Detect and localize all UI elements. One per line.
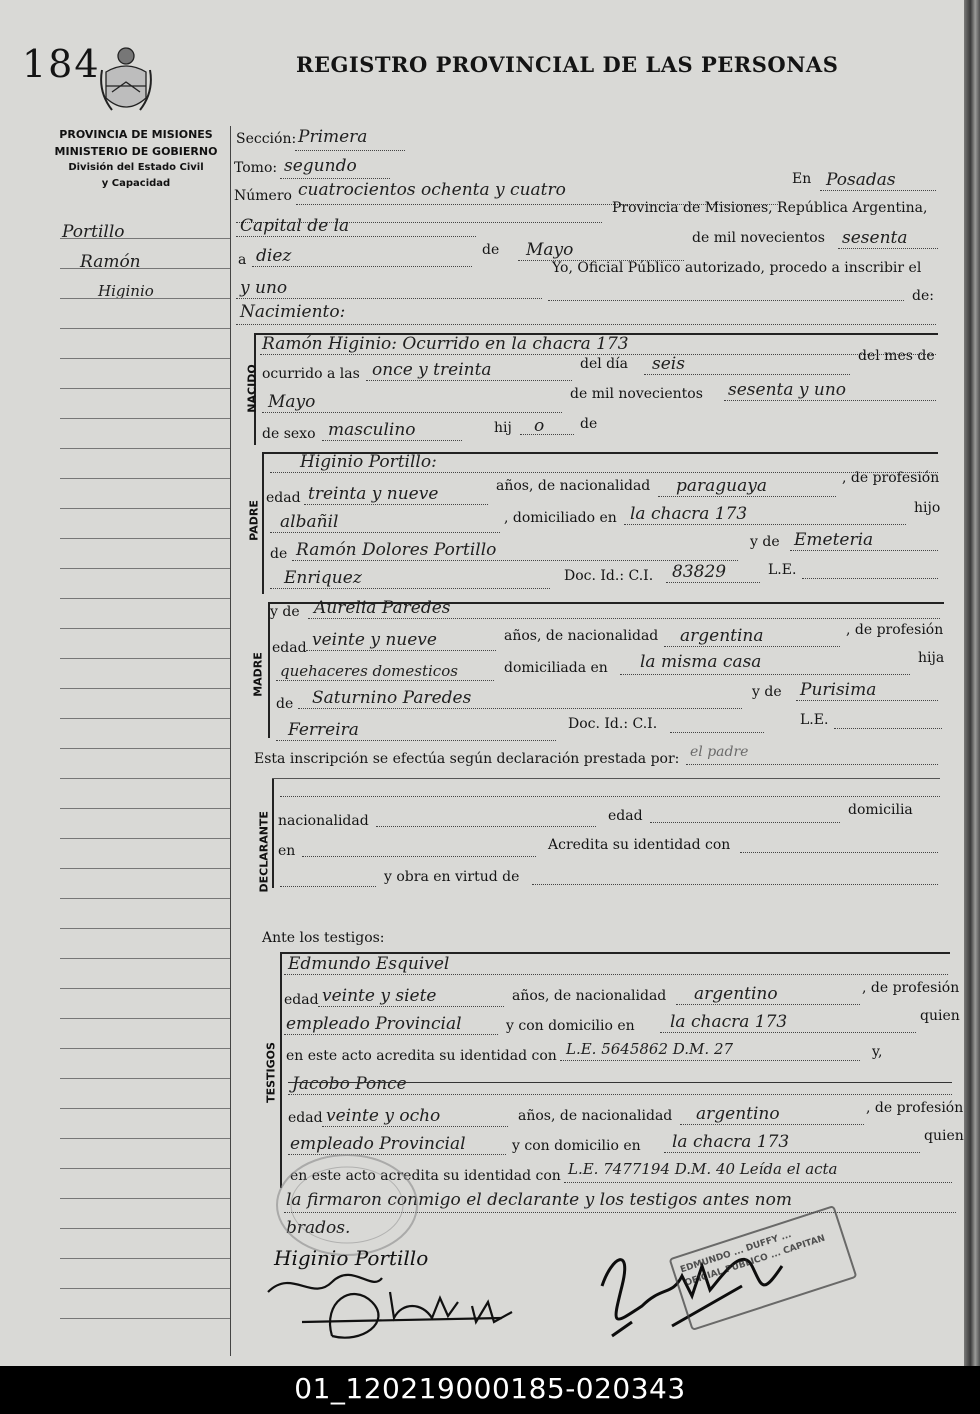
testigo1-y: y, <box>872 1044 883 1060</box>
numero-label: Número <box>234 188 292 204</box>
testigo1-acredita-label: en este acto acredita su identidad con <box>286 1048 557 1064</box>
tomo-value: segundo <box>284 156 357 176</box>
sidebar-ruled-line <box>60 838 230 839</box>
declarante-en-label: en <box>278 843 296 859</box>
padre-edad-label: edad <box>266 490 301 506</box>
testigos-intro: Ante los testigos: <box>262 930 385 946</box>
testigo2-prof-label: , de profesión <box>866 1100 964 1116</box>
ministry-line1: PROVINCIA DE MISIONES <box>59 128 213 141</box>
testigo1-edad: veinte y siete <box>322 986 437 1006</box>
del-mes-label: del mes de <box>858 348 935 364</box>
madre-domicilio-label: domiciliada en <box>504 660 608 676</box>
sidebar-ruled-line <box>60 538 230 539</box>
testigo1-dom: la chacra 173 <box>670 1012 788 1032</box>
testigo2-dom: la chacra 173 <box>672 1132 790 1152</box>
madre-doc-label: Doc. Id.: C.I. <box>568 716 658 732</box>
sidebar-ruled-line <box>60 1258 230 1259</box>
padre-y-de-label: y de <box>750 534 780 550</box>
sidebar-ruled-line <box>60 1198 230 1199</box>
anio-value-2: y uno <box>240 278 288 298</box>
sidebar-ruled-line <box>60 1168 230 1169</box>
hij-label: hij <box>494 420 512 436</box>
testigo1-dom-label: y con domicilio en <box>506 1018 635 1034</box>
sidebar-ruled-line <box>60 598 230 599</box>
sidebar-ruled-line <box>60 868 230 869</box>
madre-name: Aurelia Paredes <box>314 598 451 618</box>
madre-nac-value: argentina <box>680 626 764 646</box>
sidebar-ruled-line <box>60 658 230 659</box>
mil-nacido-label: de mil novecientos <box>570 386 703 402</box>
page-edge <box>964 0 980 1366</box>
padre-doc-label: Doc. Id.: C.I. <box>564 568 654 584</box>
a-label: a <box>238 252 247 268</box>
closing-line-2: brados. <box>286 1218 351 1238</box>
madre-madre-value-2: Ferreira <box>288 720 359 740</box>
padre-padre-value: Ramón Dolores Portillo <box>296 540 497 560</box>
declaracion-value: el padre <box>690 744 749 760</box>
declarante-acredita-label: Acredita su identidad con <box>548 837 731 853</box>
sidebar-ruled-line <box>60 898 230 899</box>
page-number: 184 <box>22 42 101 86</box>
madre-edad-label: edad <box>272 640 307 656</box>
sidebar-ruled-line <box>60 1228 230 1229</box>
sidebar-ruled-line <box>60 688 230 689</box>
padre-prof-label: , de profesión <box>842 470 940 486</box>
yo-text: Yo, Oficial Público autorizado, procedo a inscribir el <box>552 260 922 276</box>
declarante-section-label: DECLARANTE <box>257 811 271 893</box>
padre-name: Higinio Portillo: <box>300 452 437 472</box>
nacido-section-label: NACIDO <box>245 364 259 413</box>
padre-edad-value: treinta y nueve <box>308 484 439 504</box>
sidebar-ruled-line <box>60 1138 230 1139</box>
numero-value: cuatrocientos ochenta y cuatro <box>298 180 566 200</box>
capital-value: Capital de la <box>240 216 350 236</box>
madre-edad-value: veinte y nueve <box>312 630 437 650</box>
hora-value: once y treinta <box>372 360 492 380</box>
sidebar-ruled-line <box>60 988 230 989</box>
en-label: En <box>792 171 812 187</box>
testigo2-prof: empleado Provincial <box>290 1134 466 1154</box>
padre-madre-value: Emeteria <box>794 530 874 550</box>
testigo1-prof-label: , de profesión <box>862 980 960 996</box>
margin-surname: Portillo <box>62 222 125 242</box>
sexo-label: de sexo <box>262 426 316 442</box>
ministry-line4: y Capacidad <box>101 178 171 189</box>
padre-le-label: L.E. <box>768 562 797 578</box>
madre-anios-label: años, de nacionalidad <box>504 628 659 644</box>
testigo2-dom-label: y con domicilio en <box>512 1138 641 1154</box>
seccion-value: Primera <box>298 127 368 147</box>
padre-nac-value: paraguaya <box>676 476 767 496</box>
testigo1-anios-label: años, de nacionalidad <box>512 988 667 1004</box>
madre-madre-value: Purisima <box>800 680 877 700</box>
footer-bar <box>0 1366 980 1414</box>
madre-padre-value: Saturnino Paredes <box>312 688 472 708</box>
provincia-text: Provincia de Misiones, República Argentina, <box>612 200 928 216</box>
anio-nacido-value: sesenta y uno <box>728 380 847 400</box>
sidebar-ruled-line <box>60 1288 230 1289</box>
sidebar-ruled-line <box>60 508 230 509</box>
seccion-label: Sección: <box>236 131 297 147</box>
sidebar-ruled-line <box>60 808 230 809</box>
anio-value: sesenta <box>842 228 908 248</box>
madre-y-de2-label: y de <box>752 684 782 700</box>
padre-prof-value: albañil <box>280 512 339 532</box>
sidebar-ruled-line <box>60 1048 230 1049</box>
declarante-edad-label: edad <box>608 808 643 824</box>
de-label-1: de <box>482 242 500 258</box>
testigos-section-label: TESTIGOS <box>264 1042 278 1103</box>
de-colon: de: <box>912 288 934 304</box>
testigo2-acredita-label: en este acto acredita su identidad con <box>290 1168 561 1184</box>
madre-hija-label: hija <box>918 650 945 666</box>
sidebar-ruled-line <box>60 1108 230 1109</box>
testigo1-nac: argentino <box>694 984 778 1004</box>
de-nacido-label: de <box>580 416 598 432</box>
acto-value: Nacimiento: <box>240 302 346 322</box>
testigo2-quien: quien <box>924 1128 964 1144</box>
margin-rule <box>230 126 231 1356</box>
mil-novecientos-label: de mil novecientos <box>692 230 825 246</box>
declaracion-text: Esta inscripción se efectúa según declaración prestada por: <box>254 751 680 767</box>
padre-de-label: de <box>270 546 288 562</box>
margin-firstname: Ramón <box>80 252 141 272</box>
mes-nacido-value: Mayo <box>268 392 316 412</box>
testigo1-name: Edmundo Esquivel <box>288 954 450 974</box>
sidebar-ruled-line <box>60 328 230 329</box>
sidebar-ruled-line <box>60 448 230 449</box>
signature-father: Higinio Portillo <box>274 1246 429 1270</box>
margin-secondname: Higinio <box>98 282 154 300</box>
sidebar-ruled-line <box>60 298 230 299</box>
sidebar-ruled-line <box>60 358 230 359</box>
madre-section-label: MADRE <box>251 652 265 697</box>
madre-prof-value: quehaceres domesticos <box>280 662 458 680</box>
en-value: Posadas <box>826 170 896 190</box>
sidebar-ruled-line <box>60 1078 230 1079</box>
testigo2-nac: argentino <box>696 1104 780 1124</box>
signature-scribbles <box>262 1262 542 1352</box>
sidebar-ruled-line <box>60 268 230 269</box>
sidebar-ruled-line <box>60 748 230 749</box>
del-dia-label: del día <box>580 356 628 372</box>
padre-madre-value-2: Enriquez <box>284 568 362 588</box>
nacido-name: Ramón Higinio: Ocurrido en la chacra 173 <box>262 334 629 354</box>
sexo-value: masculino <box>328 420 416 440</box>
ocurrido-label: ocurrido a las <box>262 366 360 382</box>
hij-value: o <box>534 416 545 436</box>
sidebar-ruled-line <box>60 1318 230 1319</box>
testigo2-anios-label: años, de nacionalidad <box>518 1108 673 1124</box>
sidebar-ruled-line <box>60 958 230 959</box>
dia-value: diez <box>256 246 292 266</box>
sidebar-ruled-line <box>60 238 230 239</box>
declarante-virtud-label: y obra en virtud de <box>384 869 520 885</box>
testigo1-quien: quien <box>920 1008 960 1024</box>
padre-domicilio-label: , domiciliado en <box>504 510 617 526</box>
declarante-domicilio-label: domicilia <box>848 802 913 818</box>
padre-anios-label: años, de nacionalidad <box>496 478 651 494</box>
stamp-text: EDMUNDO ... DUFFY ... OFICIAL PUBLICO ... CAPITAN <box>679 1229 827 1289</box>
sidebar-ruled-line <box>60 388 230 389</box>
testigo2-edad-label: edad <box>288 1110 323 1126</box>
sidebar-ruled-line <box>60 478 230 479</box>
sidebar-ruled-line <box>60 928 230 929</box>
madre-prof-label: , de profesión <box>846 622 944 638</box>
header-title: REGISTRO PROVINCIAL DE LAS PERSONAS <box>296 52 839 77</box>
testigo2-name: Jacobo Ponce <box>292 1074 407 1094</box>
coat-of-arms-icon <box>98 42 154 118</box>
padre-domicilio-value: la chacra 173 <box>630 504 748 524</box>
padre-doc-value: 83829 <box>672 562 727 582</box>
testigo1-edad-label: edad <box>284 992 319 1008</box>
sidebar-ruled-line <box>60 718 230 719</box>
declarante-nacionalidad-label: nacionalidad <box>278 813 369 829</box>
sidebar-ruled-line <box>60 1018 230 1019</box>
testigo2-edad: veinte y ocho <box>326 1106 441 1126</box>
madre-domicilio-value: la misma casa <box>640 652 762 672</box>
ministry-line2: MINISTERIO DE GOBIERNO <box>54 145 218 158</box>
closing-line-1: la firmaron conmigo el declarante y los testigos antes nom <box>286 1190 792 1210</box>
sidebar-ruled-line <box>60 628 230 629</box>
sidebar-ruled-line <box>60 418 230 419</box>
dia-nacido-value: seis <box>652 354 685 374</box>
testigo1-doc: L.E. 5645862 D.M. 27 <box>566 1040 734 1058</box>
madre-y-de-label: y de <box>270 604 300 620</box>
footer-code: 01_120219000185-020343 <box>294 1372 686 1405</box>
mes-value: Mayo <box>526 240 574 260</box>
tomo-label: Tomo: <box>234 160 278 176</box>
official-seal-icon <box>272 1150 422 1260</box>
testigo2-doc: L.E. 7477194 D.M. 40 Leída el acta <box>568 1160 838 1178</box>
ministry-line3: División del Estado Civil <box>68 162 204 173</box>
sidebar-ruled-line <box>60 778 230 779</box>
madre-de-label: de <box>276 696 294 712</box>
madre-le-label: L.E. <box>800 712 829 728</box>
padre-section-label: PADRE <box>247 500 261 541</box>
padre-hijo-label: hijo <box>914 500 941 516</box>
testigo1-prof: empleado Provincial <box>286 1014 462 1034</box>
sidebar-ruled-line <box>60 568 230 569</box>
